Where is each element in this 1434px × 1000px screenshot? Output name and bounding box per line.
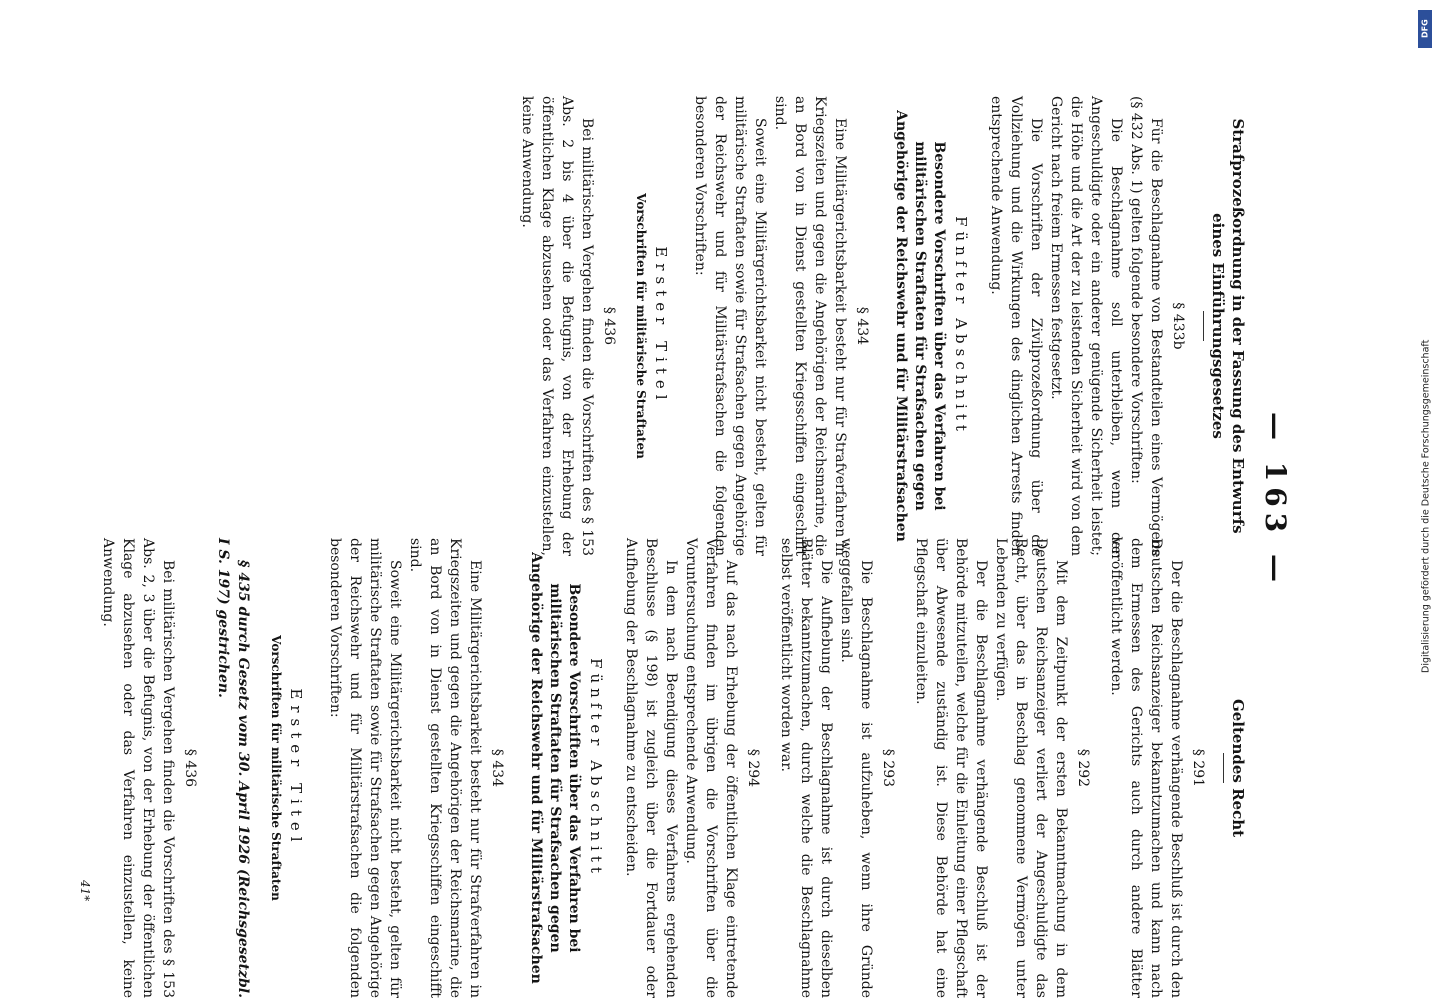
heading-rule (1203, 311, 1204, 341)
section-number: § 293 (880, 748, 896, 788)
section-number: § 434 (854, 306, 870, 346)
paragraph: Eine Militärgerichtsbarkeit besteht nur für Strafverfahren in Kriegszeiten und gegen die Angehörigen der Reichsmarine, die an Bord von in Dienst gestellten Kriegsschiffen eingeschifft sind. (772, 96, 848, 556)
abschnitt-title: Besondere Vorschriften über das Verfahren bei militärischen Straftaten für Strafsachen gegen Angehörige der Reichswehr und für Militärstrafsachen (528, 552, 582, 984)
section-434 (325, 538, 506, 998)
signature-mark: 41* (78, 880, 92, 902)
section-293 (776, 538, 897, 998)
titel-subtitle: Vorschriften für militärische Straftaten (634, 193, 648, 459)
titel-heading: Erster Titel (287, 688, 305, 848)
section-number: § 294 (745, 748, 761, 788)
section-number: § 434 (489, 748, 505, 788)
page-number: — 163 — (1259, 412, 1292, 588)
digitization-credit (1417, 6, 1434, 966)
dfg-logo: DFG (1418, 10, 1432, 48)
section-434 (690, 96, 871, 556)
left-column-heading: Strafprozeßordnung in der Fassung des Entwurfs eines Einführungsgesetzes (1209, 118, 1247, 534)
paragraph: Soweit eine Militärgerichtsbarkeit nicht besteht, gelten für militärische Straftaten sowie für Strafsachen gegen Angehörige der Reichswehr und für Militärstrafsachen die folgenden besonderen Vorschriften: (692, 96, 768, 556)
paragraph: Auf das nach Erhebung der öffentlichen Klage eintretende Verfahren finden im übrigen die Vorschriften über die Voruntersuchung entsprechende Anwendung. (683, 538, 739, 998)
paragraph: Eine Militärgerichtsbarkeit besteht nur für Strafverfahren in Kriegszeiten und gegen die Angehörigen der Reichsmarine, die an Bord von in Dienst gestellten Kriegsschiffen eingeschifft sind. (407, 538, 483, 998)
paragraph: Bei militärischen Vergehen finden die Vorschriften des § 153 Abs. 2, 3 über die Befugnis, von der Erhebung der öffentlichen Klage abzusehen oder das Verfahren einzustellen, keine Anwendung. (100, 538, 176, 998)
abschnitt-heading: Fünfter Abschnitt (587, 658, 605, 878)
section-436 (98, 538, 199, 998)
paragraph: Die Beschlagnahme soll unterbleiben, wenn der Angeschuldigte oder ein anderer genügende Sicherheit leistet; die Höhe und die Art der zu leistenden Sicherheit wird von dem Gericht nach freiem Ermessen festgesetzt. (1048, 96, 1124, 556)
section-292 (911, 538, 1092, 998)
section-294 (621, 538, 762, 998)
section-435-note (213, 538, 253, 998)
section-433b (986, 96, 1187, 556)
heading-rule (1223, 753, 1224, 783)
section-436 (517, 96, 618, 556)
left-column-draft (503, 96, 1248, 556)
paragraph: Für die Beschlagnahme von Bestandteilen eines Vermögens (§ 432 Abs. 1) gelten folgende besondere Vorschriften: (1128, 96, 1164, 556)
section-number: § 436 (601, 306, 617, 346)
struck-section-note: § 435 durch Gesetz vom 30. April 1926 (Reichsgesetzbl. I S. 197) gestrichen. (215, 538, 251, 998)
section-number: § 433b (1170, 302, 1186, 350)
paragraph: Die Vorschriften der Zivilprozeßordnung über die Vollziehung und die Wirkungen des dinglichen Arrests finden entsprechende Anwendung. (988, 96, 1044, 556)
right-column-heading: Geltendes Recht (1229, 698, 1247, 838)
paragraph: Der die Beschlagnahme verhängende Beschluß ist durch den Deutschen Reichsanzeiger bekanntzumachen und kann nach dem Ermessen des Gerichts auch durch andere Blätter veröffentlicht werden. (1108, 538, 1184, 998)
titel-heading: Erster Titel (652, 246, 670, 406)
paragraph: Soweit eine Militärgerichtsbarkeit nicht besteht, gelten für militärische Straftaten sowie für Strafsachen gegen Angehörige der Reichswehr und für Militärstrafsachen die folgenden besonderen Vorschriften: (327, 538, 403, 998)
abschnitt-title: Besondere Vorschriften über das Verfahren bei militärischen Straftaten für Strafsachen gegen Angehörige der Reichswehr und für Militärstrafsachen (893, 110, 947, 542)
section-number: § 291 (1190, 748, 1206, 788)
section-number: § 436 (182, 748, 198, 788)
section-291 (1106, 538, 1207, 998)
paragraph: Bei militärischen Vergehen finden die Vorschriften des § 153 Abs. 2 bis 4 über die Befugnis, von der Erhebung der öffentlichen Klage abzusehen oder das Verfahren einzustellen, keine Anwendung. (519, 96, 595, 556)
right-column-current-law (84, 538, 1248, 998)
credit-text: Digitalisierung gefördert durch die Deutsche Forschungsgemeinschaft (1420, 339, 1432, 673)
titel-subtitle: Vorschriften für militärische Straftaten (269, 635, 283, 901)
paragraph: Die Aufhebung der Beschlagnahme ist durch dieselben Blätter bekanntzumachen, durch welche die Beschlagnahme selbst veröffentlicht worden war. (778, 538, 834, 998)
paragraph: Mit dem Zeitpunkt der ersten Bekanntmachung in dem Deutschen Reichsanzeiger verliert der Angeschuldigte das Recht, über das in Beschlag genommene Vermögen unter Lebenden zu verfügen. (993, 538, 1069, 998)
paragraph: Der die Beschlagnahme verhängende Beschluß ist der Behörde mitzuteilen, welche für die Einleitung einer Pflegschaft über Abwesende zuständig ist. Diese Behörde hat eine Pflegschaft einzuleiten. (913, 538, 989, 998)
section-number: § 292 (1075, 748, 1091, 788)
paragraph: In dem nach Beendigung dieses Verfahrens ergehenden Beschlusse (§ 198) ist zugleich über die Fortdauer oder Aufhebung der Beschlagnahme zu entscheiden. (623, 538, 679, 998)
abschnitt-heading: Fünfter Abschnitt (952, 216, 970, 436)
paragraph: Die Beschlagnahme ist aufzuheben, wenn ihre Gründe weggefallen sind. (838, 538, 874, 998)
